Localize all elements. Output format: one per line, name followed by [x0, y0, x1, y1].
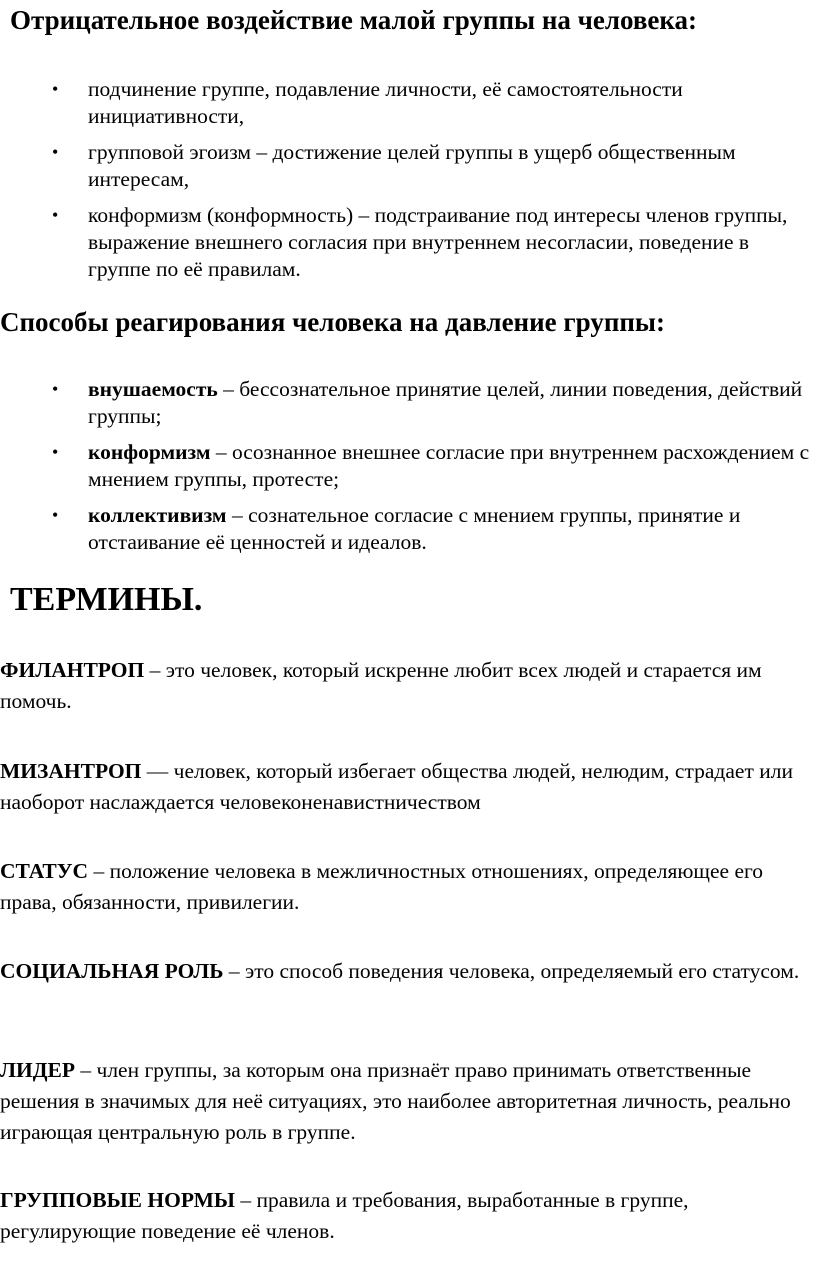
term-text: – положение человека в межличностных отношениях, определяющее его права, обязанности, привилегии.: [0, 859, 764, 914]
list-item-text: – осознанное внешнее согласие при внутреннем расхождением с мнением группы, протесте;: [88, 440, 810, 491]
list-item-text: – бессознательное принятие целей, линии поведения, действий группы;: [88, 377, 803, 428]
list-item-text: подчинение группе, подавление личности, её самостоятельности инициативности,: [88, 77, 683, 128]
negative-influence-list: [52, 76, 812, 292]
list-item-term: конформизм: [88, 440, 211, 464]
bullet-icon: •: [52, 505, 59, 525]
term-definition-social-role: [0, 956, 812, 987]
term-text: — человек, который избегает общества людей, нелюдим, страдает или наоборот наслаждается человеконенавистничеством: [0, 759, 793, 814]
list-item-text: групповой эгоизм – достижение целей группы в ущерб общественным интересам,: [88, 140, 736, 191]
list-item: [52, 502, 812, 556]
term-name: ГРУППОВЫЕ НОРМЫ: [0, 1188, 235, 1212]
term-definition-leader: [0, 1055, 812, 1148]
term-text: – правила и требования, выработанные в группе, регулирующие поведение её членов.: [0, 1188, 689, 1243]
term-name: СТАТУС: [0, 859, 89, 883]
bullet-icon: •: [52, 379, 59, 399]
section-title-reactions: Способы реагирования человека на давление группы:: [0, 307, 666, 337]
list-item-text: – сознательное согласие с мнением группы, принятие и отстаивание её ценностей и идеалов.: [88, 503, 741, 554]
list-item: [52, 376, 812, 430]
term-text: – член группы, за которым она признаёт право принимать ответственные решения в значимых для неё ситуациях, это наиболее авторитетная личность, реально играющая центральную роль в группе.: [0, 1058, 791, 1144]
term-text: – это человек, который искренне любит всех людей и старается им помочь.: [0, 658, 762, 713]
section-title-terms: ТЕРМИНЫ.: [10, 581, 203, 618]
section-title-negative-influence: Отрицательное воздействие малой группы на человека:: [10, 5, 698, 35]
term-definition-group-norms: [0, 1185, 812, 1247]
term-text: – это способ поведения человека, определяемый его статусом.: [223, 959, 800, 983]
reactions-list: [52, 376, 812, 565]
term-definition-philanthropist: [0, 655, 812, 717]
bullet-icon: •: [52, 442, 59, 462]
bullet-icon: •: [52, 142, 59, 162]
list-item: [52, 202, 812, 283]
term-name: СОЦИАЛЬНАЯ РОЛЬ: [0, 959, 224, 983]
term-name: МИЗАНТРОП: [0, 759, 142, 783]
term-name: ЛИДЕР: [0, 1058, 76, 1082]
list-item-term: коллективизм: [88, 503, 227, 527]
term-name: ФИЛАНТРОП: [0, 658, 145, 682]
bullet-icon: •: [52, 79, 59, 99]
term-definition-misanthrope: [0, 756, 812, 818]
list-item: [52, 439, 812, 493]
term-definition-status: [0, 856, 812, 918]
list-item-term: внушаемость: [88, 377, 218, 401]
bullet-icon: •: [52, 205, 59, 225]
list-item: [52, 76, 812, 130]
list-item: [52, 139, 812, 193]
list-item-text: конформизм (конформность) – подстраивание под интересы членов группы, выражение внешнего согласия при внутреннем несогласии, поведение в группе по её правилам.: [88, 203, 788, 281]
